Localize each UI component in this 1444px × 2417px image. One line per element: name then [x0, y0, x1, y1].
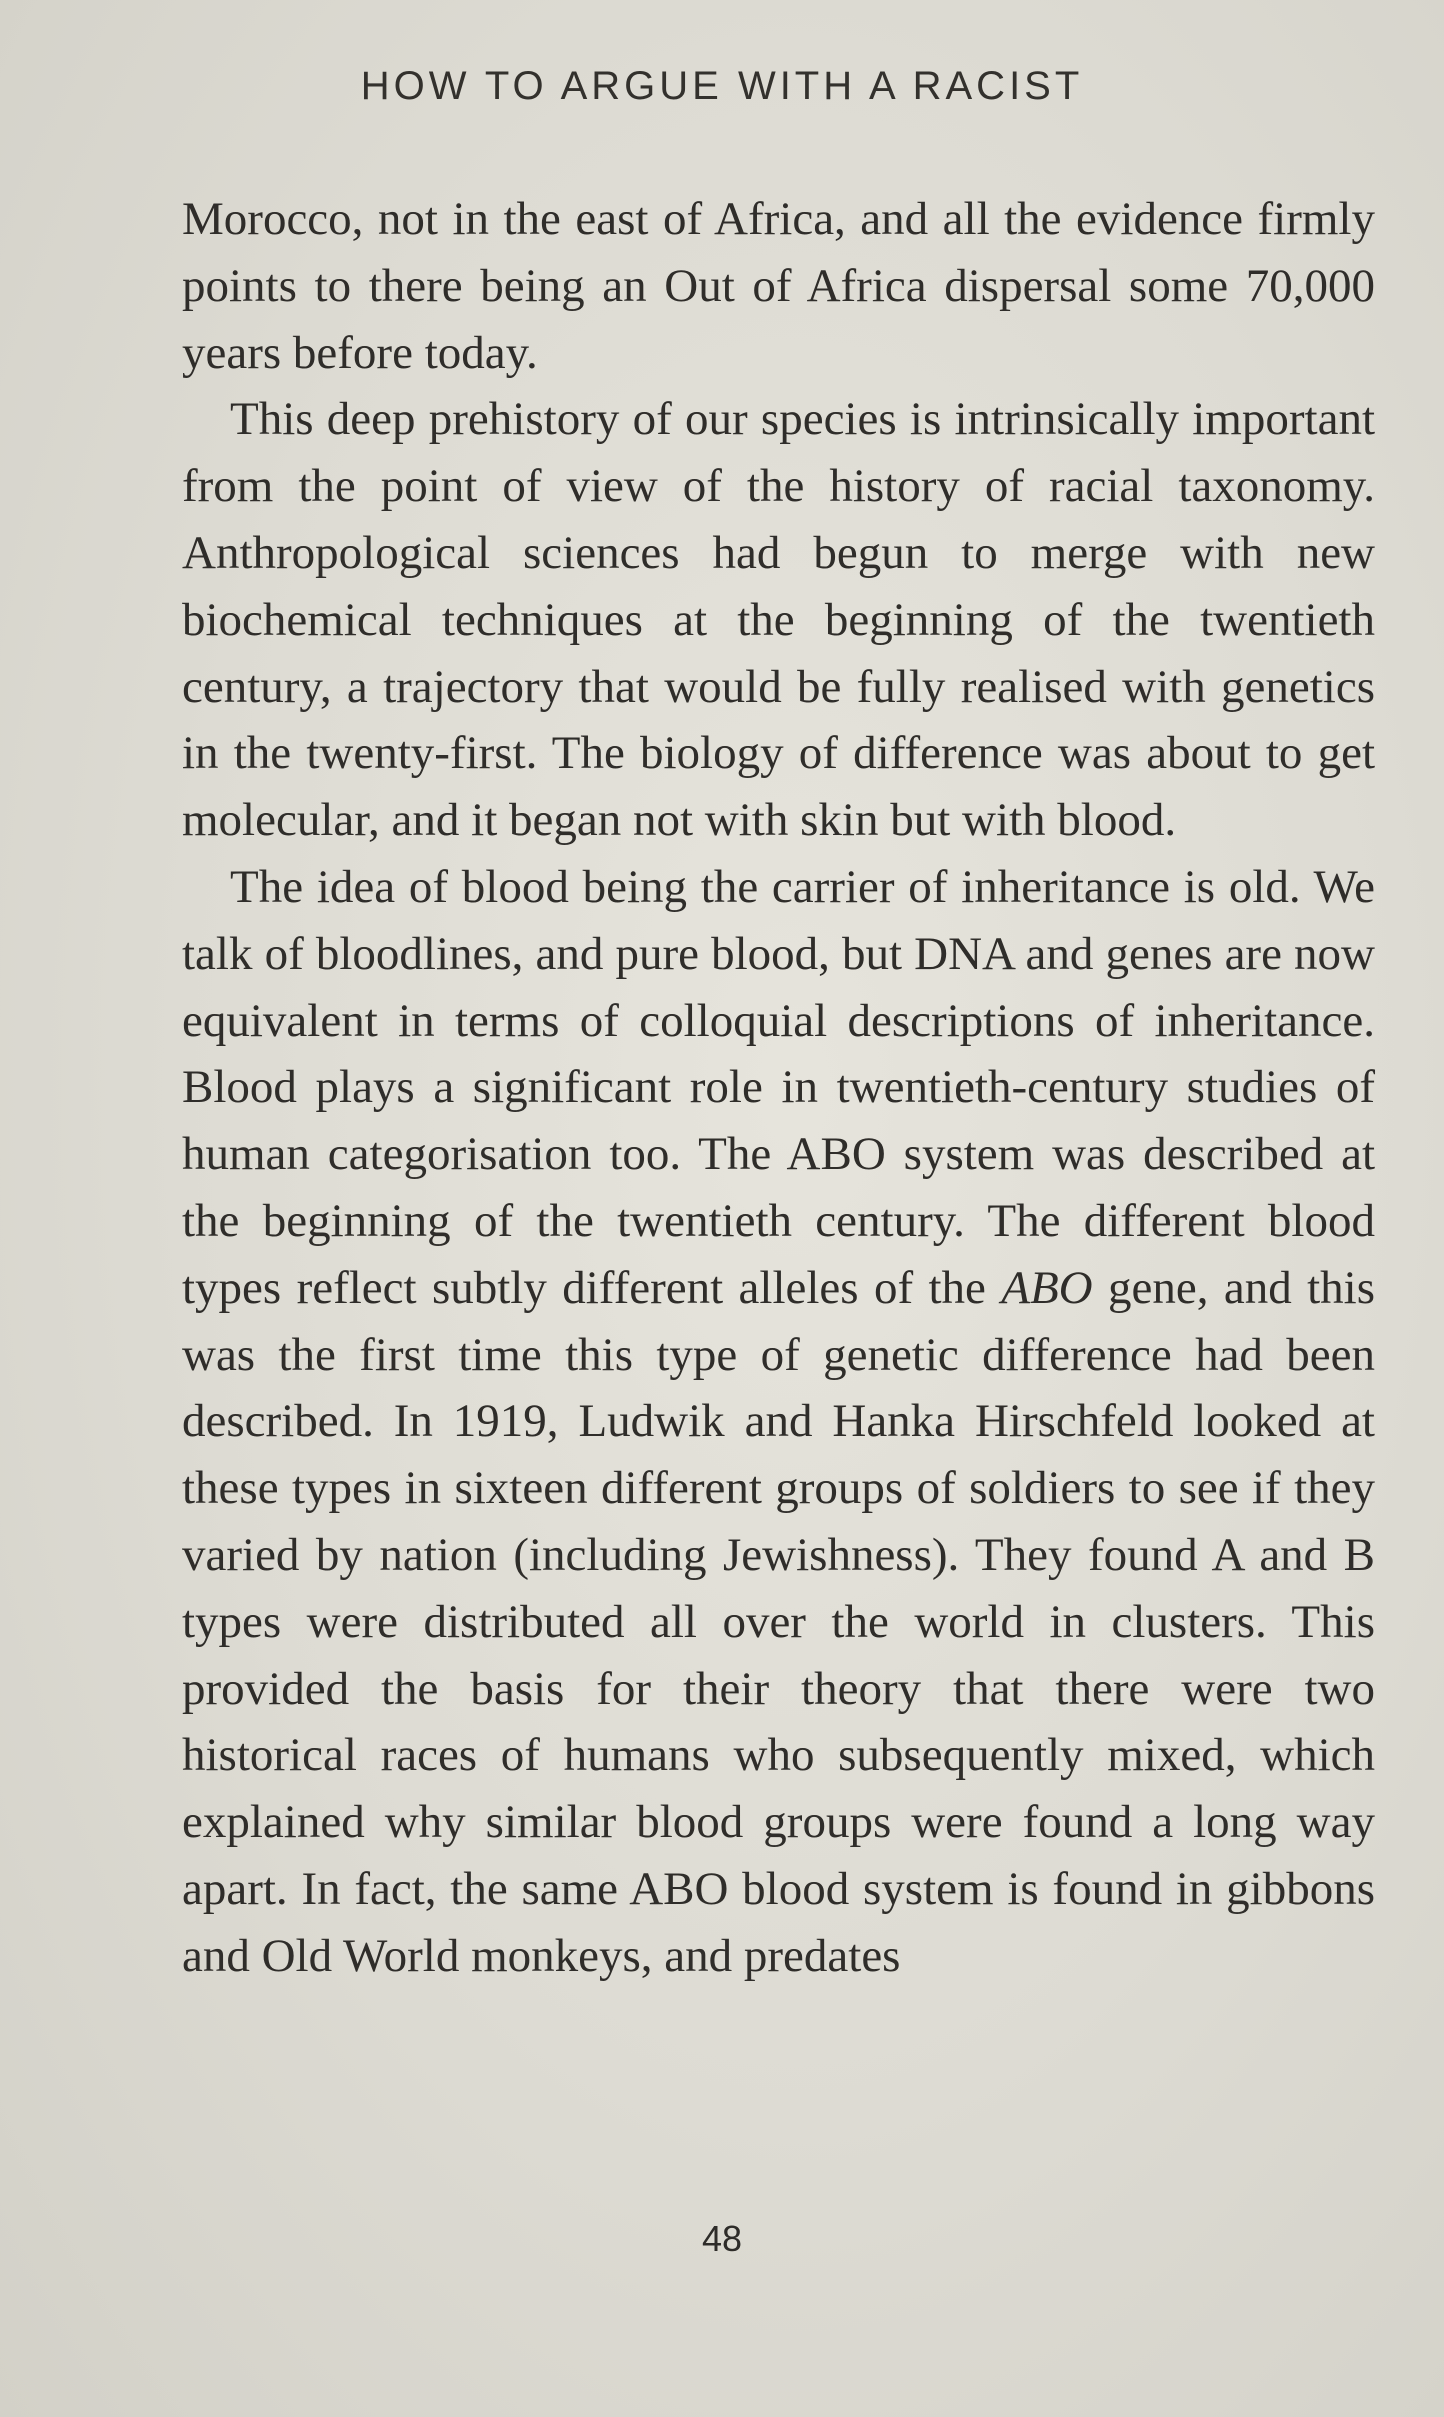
page-number: 48 [701, 2218, 743, 2259]
body-text [182, 186, 1375, 1990]
gene-name-italic: ABO [1001, 1261, 1093, 1314]
paragraph-text: The idea of blood being the carrier of inheritance is old. We talk of bloodlines, and pure blood, but DNA and genes are now equivalent in terms of colloquial descriptions of inheritance. Blood plays a significant role in twentieth-century studies of human categorisation too. The ABO system was described at the beginning of the twentieth century. The different blood types reflect subtly different alleles of the [182, 860, 1375, 1314]
paragraph: This deep prehistory of our species is intrinsically important from the point of view of the history of racial taxonomy. Anthropological sciences had begun to merge with new biochemical techniques at the beginning of the twentieth century, a trajectory that would be fully realised with genetics in the twenty-first. The biology of difference was about to get molecular, and it began not with skin but with blood. [182, 393, 1375, 847]
paragraph-text: gene, and this was the first time this type of genetic difference had been described. In 1919, Ludwik and Hanka Hirschfeld looked at these types in sixteen different groups of soldiers to see if they varied by nation (including Jewishness). They found A and B types were distributed all over the world in clusters. This provided the basis for their theory that there were two historical races of humans who subsequently mixed, which explained why similar blood groups were found a long way apart. In fact, the same ABO blood system is found in gibbons and Old World monkeys, and predates [182, 1261, 1375, 1982]
running-head-title: HOW TO ARGUE WITH A RACIST [360, 64, 1084, 108]
paragraph [182, 854, 1375, 1990]
paragraph: Morocco, not in the east of Africa, and all the evidence firmly points to there being an Out of Africa dispersal some 70,000 years before today. [182, 193, 1375, 379]
